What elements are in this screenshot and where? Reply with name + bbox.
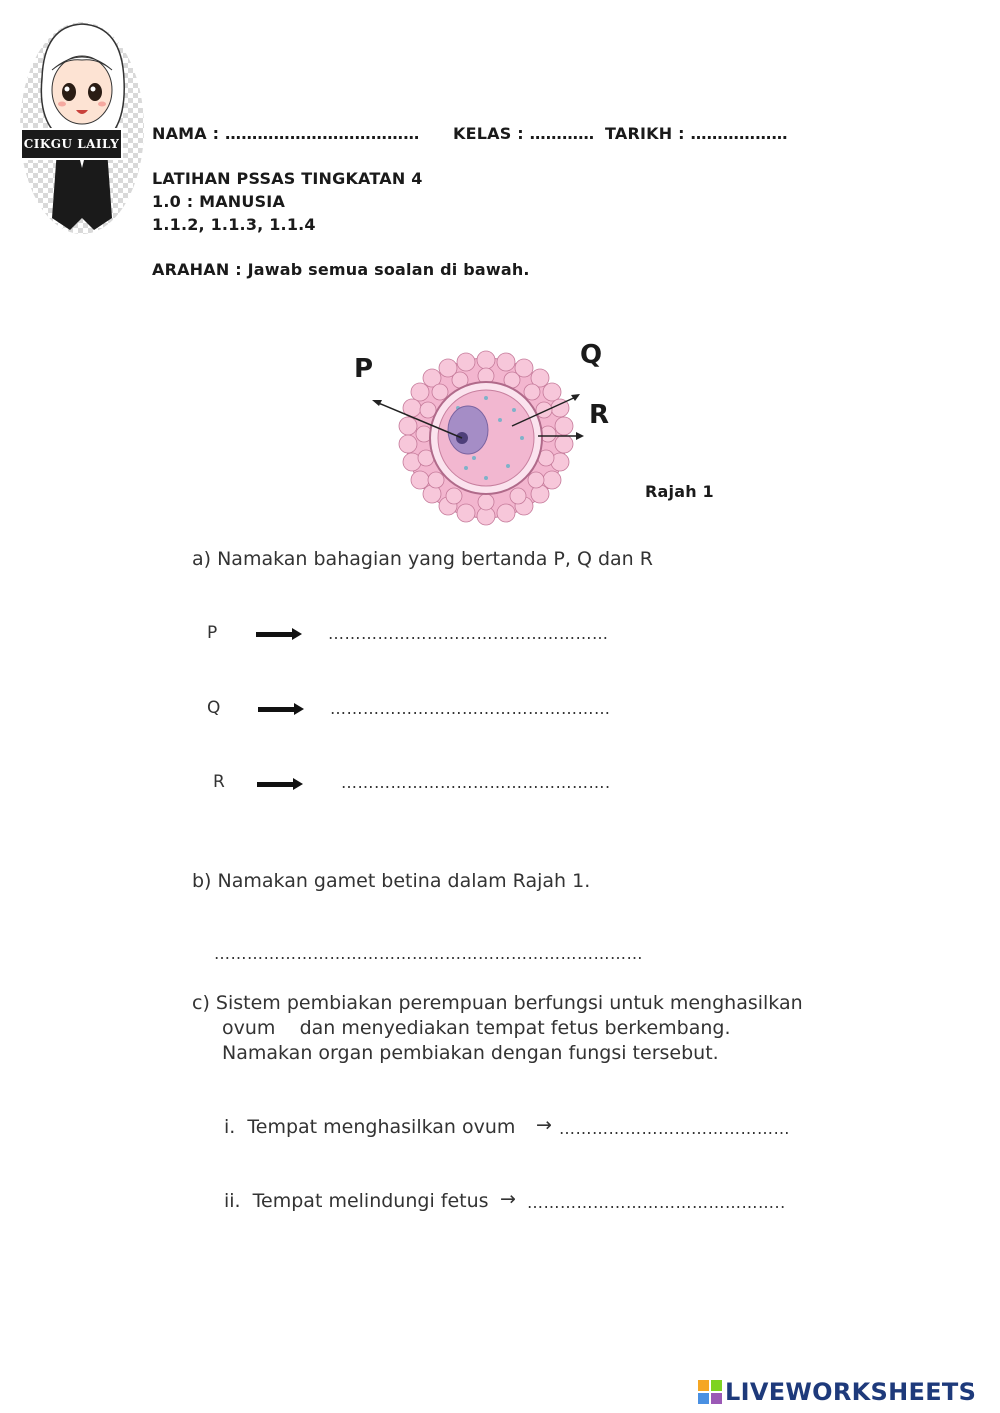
nama-field[interactable]: NAMA : ……………………………… [152, 124, 420, 143]
answer-row-r-letter: R [213, 772, 225, 792]
instruction-text: ARAHAN : Jawab semua soalan di bawah. [152, 260, 530, 279]
subtopic-list: 1.1.2, 1.1.3, 1.1.4 [152, 215, 316, 234]
liveworksheets-icon [698, 1380, 722, 1404]
arrow-right-icon [257, 782, 295, 787]
item-i-label: i. Tempat menghasilkan ovum [224, 1116, 516, 1138]
kelas-field[interactable]: KELAS : ………… [453, 124, 595, 143]
answer-c-ii-blank[interactable]: ……………………………………….. [527, 1193, 786, 1212]
liveworksheets-brand-text: LIVEWORKSHEETS [725, 1378, 977, 1406]
topic-title: 1.0 : MANUSIA [152, 192, 286, 211]
worksheet-title: LATIHAN PSSAS TINGKATAN 4 [152, 169, 423, 188]
answer-c-i-blank[interactable]: …………………………………… [559, 1119, 790, 1138]
right-arrow-icon: → [536, 1114, 552, 1136]
diagram-label-q: Q [580, 340, 603, 370]
answer-p-blank[interactable]: …………………………………………… [328, 624, 609, 643]
logo-badge-text: CIKGU LAILY [23, 137, 120, 151]
question-b-text: b) Namakan gamet betina dalam Rajah 1. [192, 870, 591, 892]
arrow-right-icon [256, 632, 294, 637]
answer-b-blank[interactable]: …………………………………………………………………… [214, 944, 643, 963]
logo-badge [20, 128, 123, 160]
mascot-illustration [18, 18, 146, 236]
item-ii-label: ii. Tempat melindungi fetus [224, 1190, 489, 1212]
diagram-label-p: P [354, 354, 374, 384]
answer-row-q-letter: Q [207, 698, 221, 718]
right-arrow-icon: → [500, 1188, 516, 1210]
answer-r-blank[interactable]: …………………………………………. [341, 773, 611, 792]
diagram-caption: Rajah 1 [645, 482, 714, 501]
question-c-line2: ovum dan menyediakan tempat fetus berkembang. [222, 1017, 731, 1039]
question-c-line1: c) Sistem pembiakan perempuan berfungsi untuk menghasilkan [192, 992, 803, 1014]
arrow-right-icon [258, 707, 296, 712]
tarikh-field[interactable]: TARIKH : ……………… [605, 124, 788, 143]
question-c-line3: Namakan organ pembiakan dengan fungsi tersebut. [222, 1042, 719, 1064]
cikgu-laily-logo [18, 18, 146, 236]
answer-q-blank[interactable]: …………………………………………… [330, 699, 611, 718]
question-a-text: a) Namakan bahagian yang bertanda P, Q dan R [192, 548, 653, 570]
answer-row-p-letter: P [207, 623, 218, 643]
diagram-label-r: R [589, 400, 610, 430]
liveworksheets-logo[interactable] [698, 1378, 976, 1406]
